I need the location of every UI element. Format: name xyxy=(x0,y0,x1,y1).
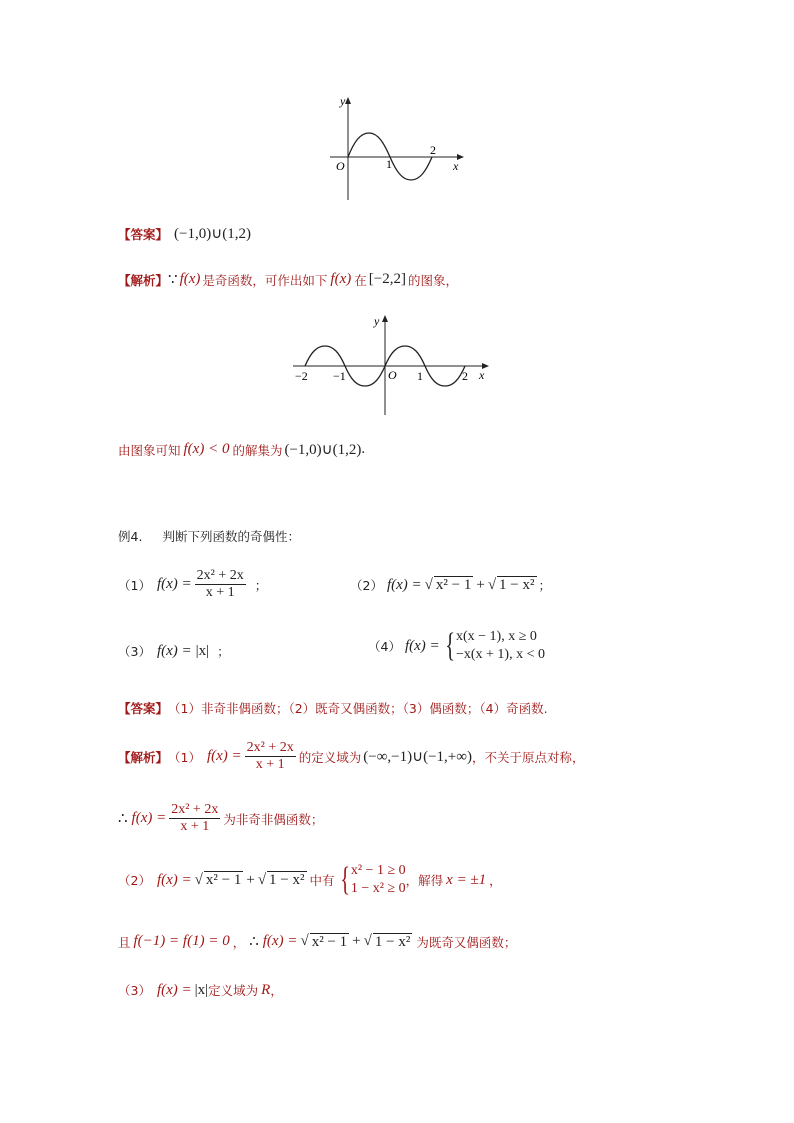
graph1-y-label: y xyxy=(340,94,346,108)
answer-2: 【答案】 （1）非奇非偶函数；（2）既奇又偶函数；（3）偶函数；（4）奇函数. xyxy=(118,701,548,716)
graph2-tick-minus2: −2 xyxy=(295,369,308,383)
graph2-y-label: y xyxy=(374,314,380,328)
graph2-x-label: x xyxy=(479,368,485,382)
item-3: （3） f(x) = |x| ； xyxy=(118,642,230,659)
conclusion-1: 由图象可知 f(x) < 0 的解集为 (−1,0)∪(1,2) . xyxy=(118,441,366,458)
graph1-x-label: x xyxy=(453,159,459,173)
analysis-2-line-5: （3） f(x) = |x| 定义域为 R ， xyxy=(118,981,283,998)
analysis-2-line-1: 【解析】 （1） f(x) = $\frac{\text{2x² + 2x}}{x + 1}$ 的定义域为 (−∞,−1)∪(−1,+∞) ，不关于原点对称， xyxy=(118,740,585,772)
graph2-tick-minus1: −1 xyxy=(333,369,346,383)
graph1-origin-label: O xyxy=(336,159,345,173)
item-4: （4） f(x) = { x(x − 1), x ≥ 0 −x(x + 1), x < 0 xyxy=(368,627,545,664)
item-2: （2） f(x) = √ x² − 1 + √ 1 − x² ； xyxy=(350,576,552,593)
graph-odd-function-partial xyxy=(326,92,471,202)
graph2-origin-label: O xyxy=(388,368,397,382)
analysis-2-line-3: （2） f(x) = √ x² − 1 + √ 1 − x² 中有 { x² − 1 ≥ 0 1 − x² ≥ 0 ，解得 x = ±1 ， xyxy=(118,861,502,898)
graph-odd-function-full xyxy=(289,312,494,418)
item-1: （1） f(x) = $\frac{\text{2x² + 2x}}{x + 1}$ ； xyxy=(118,568,268,600)
graph1-tick-2: 2 xyxy=(430,143,436,157)
analysis-1: 【解析】 ∵ f(x) 是奇函数，可作出如下 f(x) 在 [−2,2] 的图象， xyxy=(118,271,458,288)
graph1-tick-1: 1 xyxy=(386,157,392,171)
analysis-2-line-4: 且 f(−1) = f(1) = 0 ， ∴ f(x) = √ x² − 1 + √ 1 − x² 为既奇又偶函数； xyxy=(118,933,517,950)
example-4-heading: 例4. 判断下列函数的奇偶性： xyxy=(118,529,300,544)
graph2-tick-1: 1 xyxy=(417,369,423,383)
analysis-2-line-2: ∴ f(x) = $\frac{\text{2x² + 2x}}{x + 1}$ 为非奇非偶函数； xyxy=(118,802,324,834)
graph2-tick-2: 2 xyxy=(462,369,468,383)
fraction: $\frac{\text{2x² + 2x}}{x + 1}$ xyxy=(196,568,244,600)
answer-1: 【答案】 (−1,0)∪(1,2) xyxy=(118,226,251,242)
